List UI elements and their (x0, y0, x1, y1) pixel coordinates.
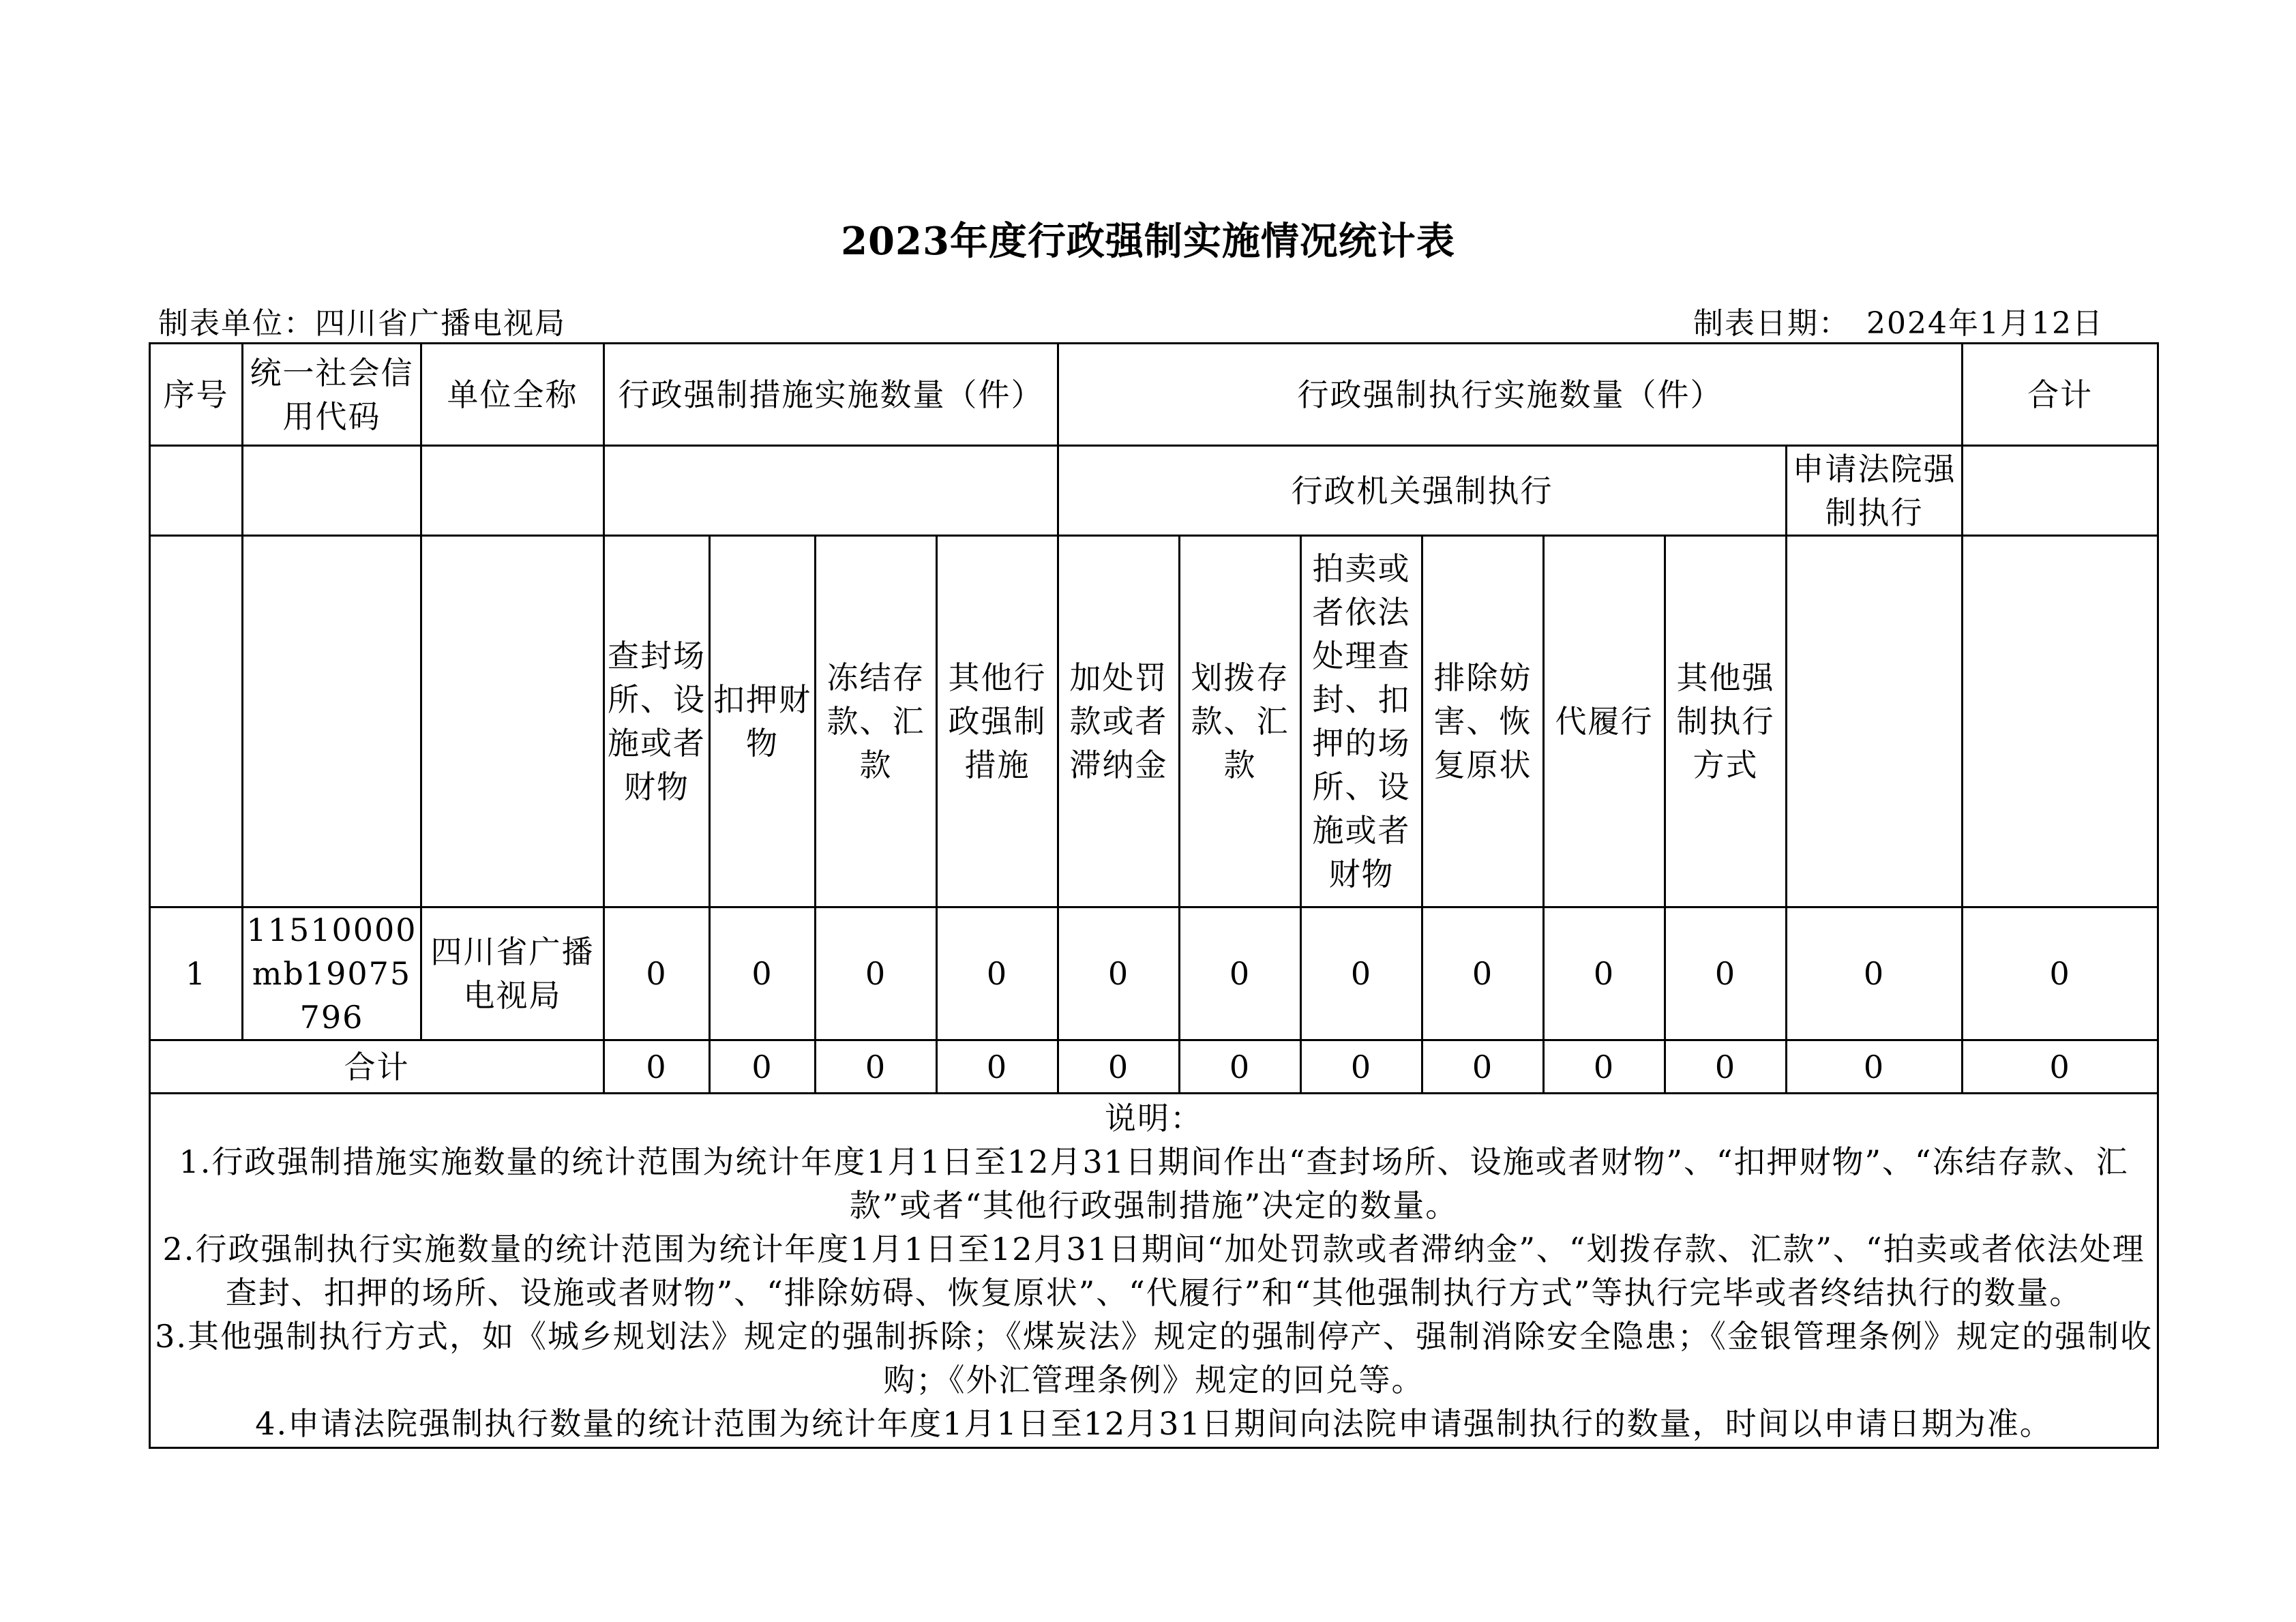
empty-cell (1963, 446, 2158, 536)
header-admin-exec: 行政机关强制执行 (1058, 446, 1787, 536)
col-header-seal: 查封场所、设施或者财物 (604, 536, 710, 907)
col-header-remove-obstruction: 排除妨害、恢复原状 (1422, 536, 1544, 907)
total-value: 0 (710, 1040, 816, 1094)
empty-cell (150, 536, 243, 907)
row-value: 0 (1963, 907, 2158, 1040)
row-value: 0 (1180, 907, 1301, 1040)
prepared-date: 制表日期： 2024年1月12日 (1693, 306, 2104, 341)
totals-row (150, 1040, 2158, 1094)
col-header-penalty: 加处罚款或者滞纳金 (1058, 536, 1180, 907)
row-value: 0 (710, 907, 816, 1040)
row-value: 0 (1301, 907, 1422, 1040)
note-item: 3.其他强制执行方式，如《城乡规划法》规定的强制拆除；《煤炭法》规定的强制停产、强制消除安全隐患；《金银管理条例》规定的强制收购；《外汇管理条例》规定的回兑等。 (155, 1317, 2153, 1398)
total-value: 0 (1301, 1040, 1422, 1094)
row-value: 0 (1665, 907, 1787, 1040)
total-value: 0 (1544, 1040, 1665, 1094)
notes-section (150, 1094, 2158, 1448)
header-seq: 序号 (150, 344, 243, 446)
note-item: 1.行政强制措施实施数量的统计范围为统计年度1月1日至12月31日期间作出“查封场所、设施或者财物”、“扣押财物”、“冻结存款、汇款”或者“其他行政强制措施”决定的数量。 (179, 1143, 2129, 1224)
empty-cell (421, 536, 604, 907)
empty-cell (604, 446, 1058, 536)
header-unit-name: 单位全称 (421, 344, 604, 446)
row-value: 0 (1058, 907, 1180, 1040)
col-header-substitute: 代履行 (1544, 536, 1665, 907)
row-credit-code: 11510000mb19075796 (243, 907, 421, 1040)
header-court-exec: 申请法院强制执行 (1787, 446, 1963, 536)
empty-cell (243, 446, 421, 536)
col-header-transfer: 划拨存款、汇款 (1180, 536, 1301, 907)
row-seq: 1 (150, 907, 243, 1040)
note-item: 2.行政强制执行实施数量的统计范围为统计年度1月1日至12月31日期间“加处罚款或者滞纳金”、“划拨存款、汇款”、“拍卖或者依法处理查封、扣押的场所、设施或者财物”、“排除妨碍、恢复原状”、“代履行”和“其他强制执行方式”等执行完毕或者终结执行的数量。 (162, 1230, 2145, 1311)
total-value: 0 (1422, 1040, 1544, 1094)
total-value: 0 (937, 1040, 1058, 1094)
totals-label: 合计 (150, 1040, 604, 1094)
header-measures-group: 行政强制措施实施数量（件） (604, 344, 1058, 446)
header-total: 合计 (1963, 344, 2158, 446)
col-header-freeze: 冻结存款、汇款 (816, 536, 937, 907)
col-header-other-measures: 其他行政强制措施 (937, 536, 1058, 907)
row-unit-name: 四川省广播电视局 (421, 907, 604, 1040)
header-execution-group: 行政强制执行实施数量（件） (1058, 344, 1963, 446)
total-value: 0 (1963, 1040, 2158, 1094)
notes-heading: 说明： (1105, 1099, 1204, 1137)
table-row (150, 907, 2158, 1040)
empty-cell (1963, 536, 2158, 907)
row-value: 0 (1422, 907, 1544, 1040)
empty-cell (421, 446, 604, 536)
total-value: 0 (1180, 1040, 1301, 1094)
total-value: 0 (1665, 1040, 1787, 1094)
prepared-by-unit: 制表单位：四川省广播电视局 (158, 306, 566, 341)
statistics-table (149, 342, 2159, 1449)
empty-cell (243, 536, 421, 907)
row-value: 0 (604, 907, 710, 1040)
row-value: 0 (1787, 907, 1963, 1040)
total-value: 0 (1058, 1040, 1180, 1094)
total-value: 0 (1787, 1040, 1963, 1094)
col-header-auction: 拍卖或者依法处理查封、扣押的场所、设施或者财物 (1301, 536, 1422, 907)
col-header-seize: 扣押财物 (710, 536, 816, 907)
row-value: 0 (937, 907, 1058, 1040)
note-item: 4.申请法院强制执行数量的统计范围为统计年度1月1日至12月31日期间向法院申请强制执行的数量，时间以申请日期为准。 (255, 1405, 2053, 1442)
empty-cell (150, 446, 243, 536)
empty-cell (1787, 536, 1963, 907)
total-value: 0 (604, 1040, 710, 1094)
row-value: 0 (816, 907, 937, 1040)
row-value: 0 (1544, 907, 1665, 1040)
header-credit-code: 统一社会信用代码 (243, 344, 421, 446)
col-header-other-exec: 其他强制执行方式 (1665, 536, 1787, 907)
total-value: 0 (816, 1040, 937, 1094)
page-title: 2023年度行政强制实施情况统计表 (841, 219, 1455, 264)
